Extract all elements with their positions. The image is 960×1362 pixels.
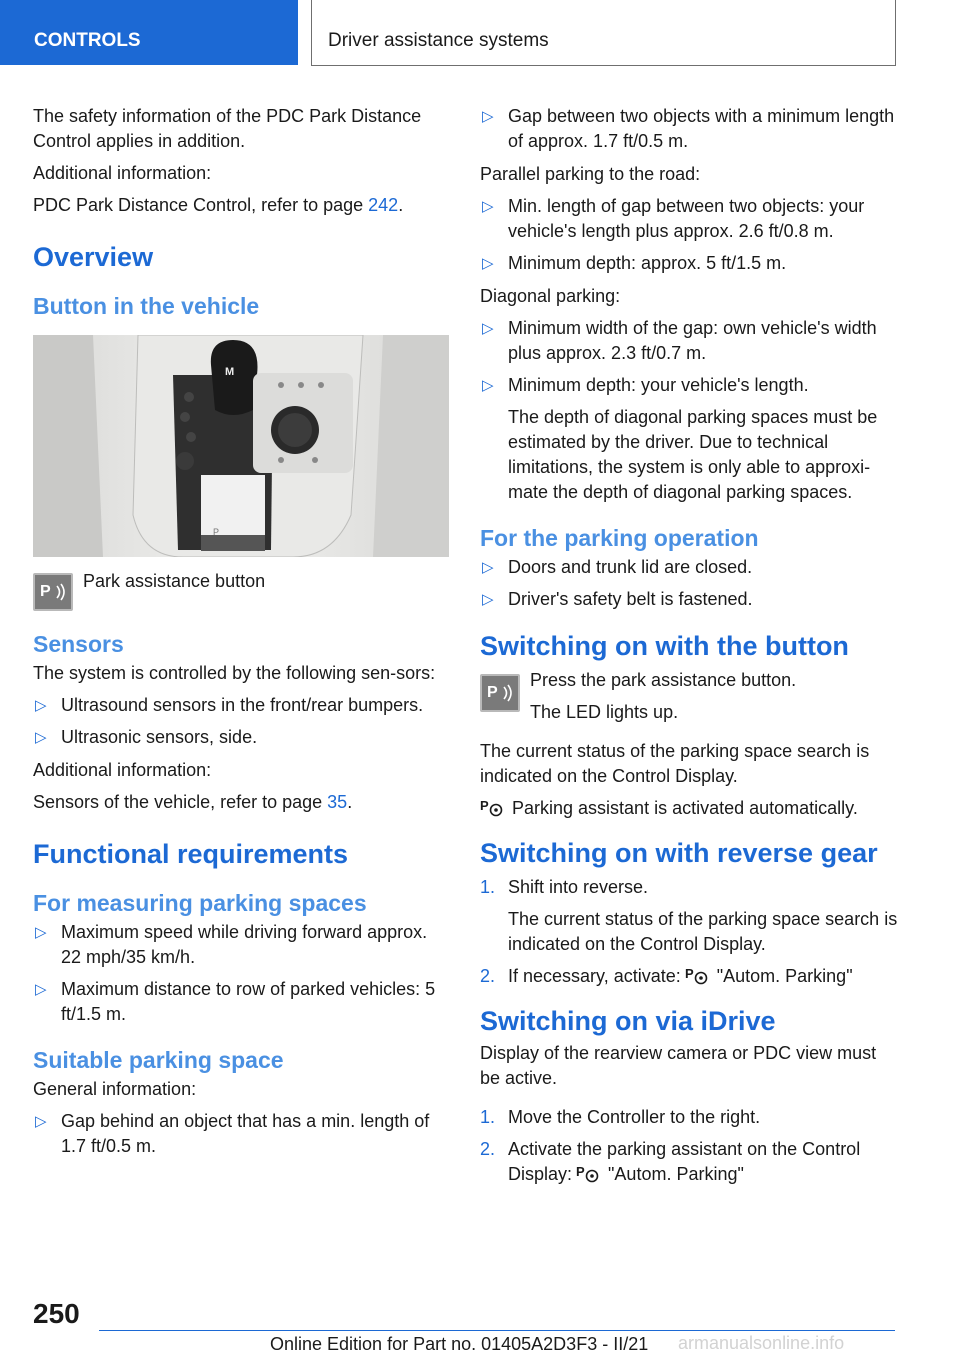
suitable-space-heading: Suitable parking space — [33, 1047, 284, 1073]
park-assist-button-icon: P — [480, 674, 520, 712]
assistant-auto-text: Parking assistant is activated automatically. — [512, 798, 858, 818]
status-text: The current status of the parking space search is indicated on the Control Display. — [480, 741, 870, 786]
triangle-bullet-icon: ▷ — [35, 981, 47, 998]
list-item: 2. Activate the parking assistant on the Control Display: P "Autom. Parking" — [480, 1139, 861, 1184]
triangle-bullet-icon: ▷ — [482, 108, 494, 125]
sensors-additional-label: Additional information: — [33, 760, 212, 780]
header-chapter-box — [311, 0, 896, 66]
reverse-gear-heading: Switching on with reverse gear — [480, 838, 878, 868]
triangle-bullet-icon: ▷ — [482, 377, 494, 394]
idrive-steps — [480, 1105, 898, 1187]
list-item: ▷ Maximum speed while driving forward approx. 22 mph/35 km/h. — [35, 922, 428, 967]
park-assist-button-icon: P — [33, 573, 73, 611]
list-item: ▷ Doors and trunk lid are closed. — [480, 555, 898, 580]
watermark: armanualsonline.info — [678, 1333, 845, 1353]
triangle-bullet-icon: ▷ — [35, 697, 47, 714]
intro-paragraph: The safety information of the PDC Park Distance Control applies in addition. — [33, 106, 422, 151]
header-chapter-label: Driver assistance systems — [328, 30, 549, 51]
header-section-label: CONTROLS — [34, 30, 141, 51]
idrive-heading: Switching on via iDrive — [480, 1006, 776, 1036]
parking-assistant-icon — [480, 797, 506, 817]
sensors-reference: Sensors of the vehicle, refer to page 35. — [33, 792, 353, 812]
footer-divider — [99, 1330, 895, 1331]
triangle-bullet-icon: ▷ — [482, 255, 494, 272]
list-item: ▷ Minimum depth: approx. 5 ft/1.5 m. — [480, 251, 898, 276]
svg-text:P: P — [576, 1164, 585, 1179]
measuring-heading: For measuring parking spaces — [33, 890, 367, 916]
triangle-bullet-icon: ▷ — [482, 559, 494, 576]
parallel-list — [480, 194, 898, 276]
diagonal-note: The depth of diagonal parking spaces must be estimated by the driver. Due to technical limitations, the system is only able to approxi‐mate the depth of diagonal parking spaces. — [508, 407, 878, 502]
triangle-bullet-icon: ▷ — [35, 924, 47, 941]
sensors-heading: Sensors — [33, 631, 124, 657]
diagonal-label: Diagonal parking: — [480, 286, 621, 306]
triangle-bullet-icon: ▷ — [482, 591, 494, 608]
intro-reference-text: PDC Park Distance Control, refer to page — [33, 195, 369, 215]
parking-assistant-icon — [685, 965, 711, 985]
svg-text:P: P — [213, 527, 220, 537]
svg-text:P: P — [684, 966, 694, 981]
park-assist-button-caption — [33, 569, 449, 611]
list-item: 2. If necessary, activate: P "Autom. Parking" — [480, 966, 853, 986]
triangle-bullet-icon: ▷ — [482, 320, 494, 337]
parking-assistant-icon — [576, 1163, 602, 1183]
center-console-photo — [33, 335, 449, 557]
list-item: ▷ Ultrasound sensors in the front/rear bumpers. — [33, 693, 449, 718]
sensors-text: The system is controlled by the following sen‐sors: — [33, 663, 436, 683]
left-column — [33, 104, 449, 1167]
led-text: The LED lights up. — [530, 702, 679, 722]
page-number: 250 — [33, 1298, 80, 1329]
triangle-bullet-icon: ▷ — [35, 1113, 47, 1130]
list-item: ▷ Min. length of gap between two objects: your vehicle's length plus approx. 2.6 ft/0.8 m. — [482, 196, 865, 241]
triangle-bullet-icon: ▷ — [35, 729, 47, 746]
reverse-steps — [480, 875, 898, 989]
measuring-list — [33, 920, 449, 1027]
right-column — [480, 104, 898, 1195]
page-link-242[interactable]: 242 — [368, 195, 399, 215]
svg-text:M: M — [225, 366, 235, 378]
gap-list — [480, 104, 898, 154]
diagonal-list — [480, 316, 898, 505]
functional-requirements-heading: Functional requirements — [33, 839, 349, 869]
parking-operation-heading: For the parking operation — [480, 525, 759, 551]
svg-text:P: P — [480, 798, 489, 813]
suitable-text: General information: — [33, 1079, 197, 1099]
list-item: ▷ Maximum distance to row of parked vehicles: 5 ft/1.5 m. — [35, 979, 436, 1024]
list-item: ▷ Driver's safety belt is fastened. — [480, 587, 898, 612]
suitable-list — [33, 1109, 449, 1159]
switching-button-heading: Switching on with the button — [480, 631, 849, 661]
intro-reference: PDC Park Distance Control, refer to page 242. — [33, 195, 404, 215]
list-item: 1. Shift into reverse. The current status of the parking space search is indicated on the Control Display. — [480, 875, 898, 957]
intro-additional-label: Additional information: — [33, 163, 212, 183]
press-button-text: Press the park assistance button. — [530, 670, 797, 690]
assistant-auto-line — [480, 796, 898, 821]
parallel-label: Parallel parking to the road: — [480, 164, 701, 184]
operation-list — [480, 555, 898, 612]
list-item: ▷ Gap between two objects with a minimum length of approx. 1.7 ft/0.5 m. — [482, 106, 895, 151]
page-link-35[interactable]: 35 — [327, 792, 348, 812]
triangle-bullet-icon: ▷ — [482, 198, 494, 215]
idrive-text: Display of the rearview camera or PDC view must be active. — [480, 1043, 877, 1088]
list-item: ▷ Ultrasonic sensors, side. — [33, 725, 449, 750]
list-item: 1. Move the Controller to the right. — [480, 1107, 761, 1127]
reverse-step-note: The current status of the parking space search is indicated on the Control Display. — [508, 909, 898, 954]
park-assist-button-label: Park assistance button — [83, 571, 266, 591]
footer-edition: Online Edition for Part no. 01405A2D3F3 - II/21 — [270, 1334, 649, 1354]
overview-heading: Overview — [33, 242, 154, 272]
sensors-reference-text: Sensors of the vehicle, refer to page — [33, 792, 328, 812]
list-item: ▷ Minimum width of the gap: own vehicle's width plus approx. 2.3 ft/0.7 m. — [482, 318, 877, 363]
header-section-tab — [0, 0, 298, 65]
button-in-vehicle-heading: Button in the vehicle — [33, 293, 260, 319]
sensors-list — [33, 693, 449, 750]
list-item: ▷ Gap behind an object that has a min. length of 1.7 ft/0.5 m. — [35, 1111, 430, 1156]
list-item: ▷ Minimum depth: your vehicle's length. The depth of diagonal parking spaces must be estimated by the driver. Due to technical limitations, the system is only able to approxi‐mate the depth of diagonal parking spaces. — [480, 373, 898, 505]
switch-button-block — [480, 668, 898, 725]
